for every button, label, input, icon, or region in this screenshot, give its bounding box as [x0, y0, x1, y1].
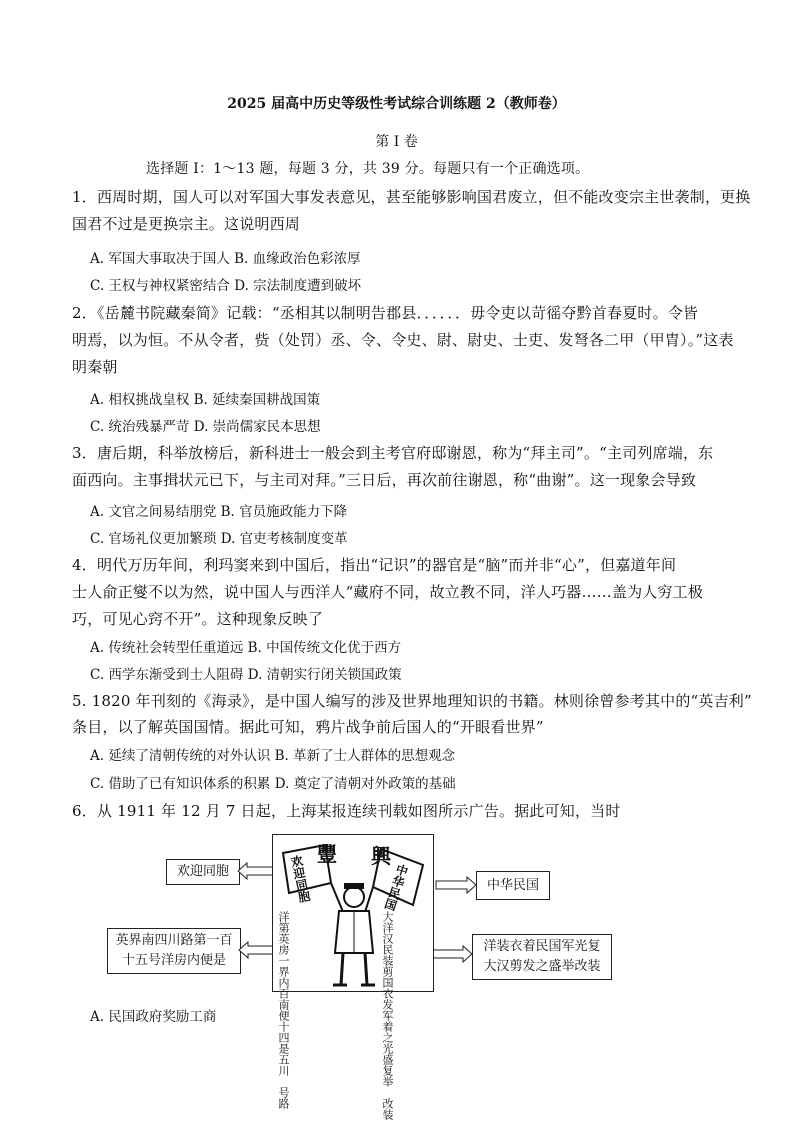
poster-heading-left: 豐: [317, 842, 337, 866]
question-5-line-1: 5. 1820 年刊刻的《海录》，是中国人编写的涉及世界地理知识的书籍。林则徐曾参考其中的“英吉利”: [72, 692, 752, 710]
question-5-line-2: 条目，以了解英国国情。据此可知，鸦片战争前后国人的“开眼看世界”: [72, 718, 544, 736]
question-3-options-ab[interactable]: A. 文官之间易结朋党 B. 官员施政能力下降: [90, 504, 348, 520]
question-6-line-1: 6．从 1911 年 12 月 7 日起，上海某报连续刊载如图所示广告。据此可知，当时: [72, 802, 621, 820]
question-3-line-1: 3．唐后期，科举放榜后，新科进士一般会到主考官府邸谢恩，称为“拜主司”。“主司列席端，东: [72, 444, 714, 462]
question-5-options-cd[interactable]: C. 借助了已有知识体系的积累 D. 奠定了清朝对外政策的基础: [90, 776, 456, 792]
callout-slogan: [472, 934, 612, 980]
arrow-right-top: [436, 876, 476, 894]
callout-address: [107, 928, 241, 974]
poster-col-left-2: 房一界: [277, 944, 290, 977]
callout-welcome: [166, 859, 240, 885]
instruction-text: 选择题 I：1～13 题，每题 3 分，共 39 分。每题只有一个正确选项。: [146, 161, 590, 177]
question-3-options-cd[interactable]: C. 官场礼仪更加繁琐 D. 官吏考核制度变革: [90, 531, 348, 547]
poster-col-left-6: 号路: [277, 1076, 290, 1109]
question-5-options-ab[interactable]: A. 延续了清朝传统的对外认识 B. 革新了士人群体的思想观念: [90, 748, 456, 764]
poster-col-right-2: 汉民装: [381, 933, 394, 966]
callout-welcome-text: 欢迎同胞: [176, 864, 229, 879]
question-2-line-2: 明焉，以为恒。不从令者，赀（处罚）丞、令、令史、尉、尉史、士吏、发弩各二甲（甲胄）。”这表: [72, 331, 734, 349]
question-6-option-a[interactable]: A. 民国政府奖励工商: [90, 1009, 217, 1025]
poster-col-right-4: 发军着: [381, 999, 394, 1032]
arrow-right-bottom: [432, 945, 472, 963]
arrow-left-top: [238, 862, 274, 880]
question-4-line-1: 4．明代万历年间，利玛窦来到中国后，指出“记识”的器官是“脑”而并非“心”，但嘉道年间: [72, 556, 677, 574]
question-1-options-cd[interactable]: C. 王权与神权紧密结合 D. 宗法制度遭到破坏: [90, 278, 362, 294]
poster-col-left-4: 便十四: [277, 1010, 290, 1043]
callout-republic: [476, 871, 550, 900]
poster-flag-left-2: 同胞: [293, 877, 312, 904]
poster-col-right-3: 剪国衣: [381, 966, 394, 999]
poster-flag-left-1: 欢迎: [288, 853, 307, 881]
section-heading: 第 I 卷: [375, 134, 418, 150]
poster-heading-right: 興: [371, 844, 391, 868]
question-2-line-1: 2．《岳麓书院藏秦简》记载：“丞相其以制明告郡县．．．．．．毋令吏以苛徭夺黔首春夏时。令皆: [72, 304, 699, 322]
poster-column-left: [277, 911, 290, 1109]
question-4-line-2: 士人俞正燮不以为然，说中国人与西洋人“藏府不同，故立教不同，洋人巧器……盖为人穷工极: [72, 583, 704, 601]
advertisement-poster: [272, 834, 434, 1120]
question-1-line-2: 国君不过是更换宗主。这说明西周: [72, 215, 301, 233]
poster-col-left-1: 洋第英: [277, 911, 290, 944]
callout-slogan-line-1: 洋装衣着民国军光复: [483, 939, 601, 954]
poster-col-left-5: 是五川: [277, 1043, 290, 1076]
question-1-options-ab[interactable]: A. 军国大事取决于国人 B. 血缘政治色彩浓厚: [90, 251, 361, 267]
question-4-options-cd[interactable]: C. 西学东渐受到士人阻碍 D. 清朝实行闭关锁国政策: [90, 667, 402, 683]
question-4-line-3: 巧，可见心窍不开”。这种现象反映了: [72, 610, 324, 628]
poster-col-right-6: 盛复: [381, 1054, 394, 1076]
question-2-line-3: 明秦朝: [72, 358, 118, 376]
question-2-options-ab[interactable]: A. 相权挑战皇权 B. 延续秦国耕战国策: [90, 392, 321, 408]
poster-flag-right-2: 民国: [381, 884, 403, 913]
poster-col-right-7: 举: [381, 1076, 394, 1098]
poster-col-right-1: 大洋: [381, 911, 394, 933]
poster-flag-right-1: 中华: [389, 862, 411, 890]
arrow-left-bottom: [239, 941, 275, 959]
poster-column-right: [381, 911, 394, 1120]
poster-col-right-8: 改装: [381, 1098, 394, 1120]
callout-slogan-line-2: 大汉剪发之盛举改装: [483, 959, 601, 974]
poster-col-right-5: 之光: [381, 1032, 394, 1054]
poster-col-left-3: 内百南: [277, 977, 290, 1010]
question-1-line-1: 1．西周时期，国人可以对军国大事发表意见，甚至能够影响国君废立，但不能改变宗主世袭制，更换: [72, 188, 751, 206]
callout-address-line-2: 十五号洋房内便是: [121, 953, 226, 968]
question-2-options-cd[interactable]: C. 统治残暴严苛 D. 崇尚儒家民本思想: [90, 419, 321, 435]
question-4-options-ab[interactable]: A. 传统社会转型任重道远 B. 中国传统文化优于西方: [90, 640, 402, 656]
question-3-line-2: 面西向。主事揖状元已下，与主司对拜。”三日后，再次前往谢恩，称“曲谢”。这一现象会导致: [72, 471, 697, 489]
callout-republic-text: 中华民国: [486, 877, 539, 893]
page-title: 2025 届高中历史等级性考试综合训练题 2（教师卷）: [227, 96, 566, 112]
callout-address-line-1: 英界南四川路第一百: [115, 933, 233, 948]
